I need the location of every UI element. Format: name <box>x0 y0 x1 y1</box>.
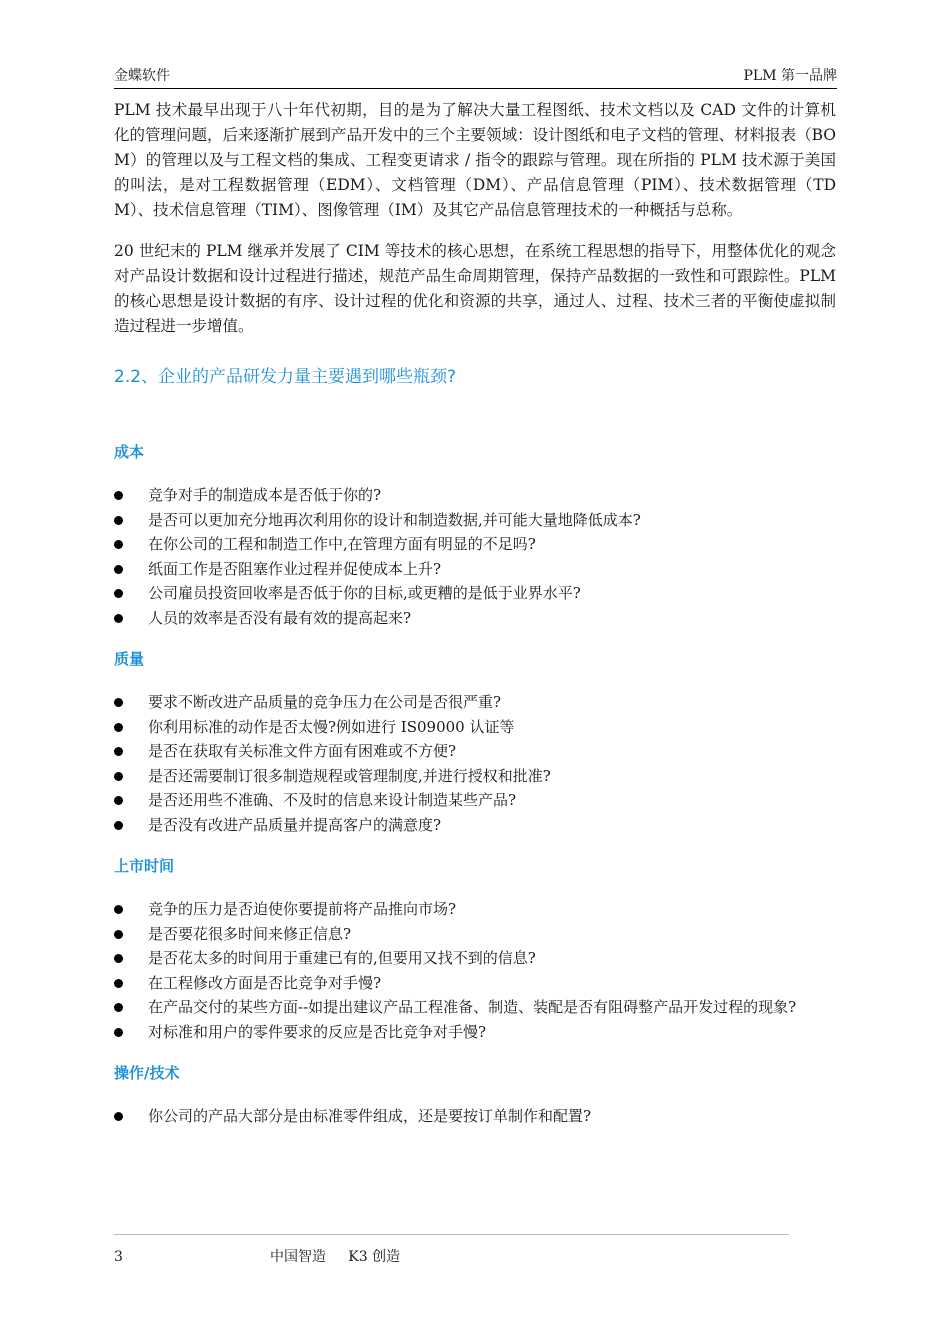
bullet-dot-icon <box>114 954 123 963</box>
list-item <box>114 1104 836 1129</box>
list-item <box>114 483 836 508</box>
bullet-dot-icon <box>114 614 123 623</box>
group-heading: 操作/技术 <box>114 1064 180 1082</box>
list-item-text: 纸面工作是否阻塞作业过程并促使成本上升? <box>148 559 442 578</box>
list-item-text: 公司雇员投资回收率是否低于你的目标,或更糟的是低于业界水平? <box>148 584 581 602</box>
list-item <box>114 946 836 971</box>
list-item-text: 竞争对手的制造成本是否低于你的? <box>148 486 382 504</box>
list-item <box>114 995 836 1020</box>
bullet-dot-icon <box>114 979 123 988</box>
page-number: 3 <box>114 1249 123 1265</box>
bullet-dot-icon <box>114 821 123 830</box>
bullet-dot-icon <box>114 1112 123 1121</box>
bullet-dot-icon <box>114 589 123 598</box>
bullet-list <box>114 897 836 1044</box>
bullet-dot-icon <box>114 723 123 732</box>
list-item <box>114 922 836 947</box>
bullet-dot-icon <box>114 1003 123 1012</box>
list-item-text: 是否还用些不准确、不及时的信息来设计制造某些产品? <box>148 791 517 809</box>
list-item-text: 你利用标准的动作是否太慢?例如进行 IS09000 认证等 <box>148 717 515 736</box>
list-item <box>114 715 836 740</box>
group-heading: 质量 <box>114 650 145 668</box>
list-item-text: 是否要花很多时间来修正信息? <box>148 924 352 943</box>
bullet-list <box>114 1104 836 1129</box>
list-item <box>114 532 836 557</box>
list-item <box>114 788 836 813</box>
header-brand: PLM 第一品牌 <box>743 68 837 84</box>
list-item-text: 是否花太多的时间用于重建已有的,但要用又找不到的信息? <box>148 949 536 967</box>
section-title: 2.2、企业的产品研发力量主要遇到哪些瓶颈? <box>114 367 457 387</box>
bullet-dot-icon <box>114 930 123 939</box>
bottleneck-groups <box>114 441 836 1129</box>
footer-slogan: 中国智造 K3 创造 <box>270 1249 401 1265</box>
list-item-text: 要求不断改进产品质量的竞争压力在公司是否很严重? <box>148 693 502 711</box>
page-content <box>114 98 836 1129</box>
intro-paragraph-1: PLM 技术最早出现于八十年代初期，目的是为了解决大量工程图纸、技术文档以及 CAD 文件的计算机化的管理问题，后来逐渐扩展到产品开发中的三个主要领域：设计图纸和电子文档的管理、材料报表（BOM）的管理以及与工程文档的集成、工程变更请求 / 指令的跟踪与管理。现在所指的 PLM 技术源于美国的叫法，是对工程数据管理（EDM）、文档管理（DM）、产品信息管理（PIM）、技术数据管理（TDM）、技术信息管理（TIM）、图像管理（IM）及其它产品信息管理技术的一种概括与总称。 <box>114 101 836 219</box>
bullet-dot-icon <box>114 491 123 500</box>
list-item <box>114 690 836 715</box>
list-item <box>114 606 836 631</box>
bullet-list <box>114 483 836 630</box>
header-company: 金蝶软件 <box>114 68 170 84</box>
bullet-dot-icon <box>114 1028 123 1037</box>
list-item-text: 人员的效率是否没有最有效的提高起来? <box>148 608 412 627</box>
bullet-dot-icon <box>114 796 123 805</box>
group-heading: 上市时间 <box>114 857 175 875</box>
list-item <box>114 739 836 764</box>
list-item-text: 在产品交付的某些方面--如提出建议产品工程准备、制造、装配是否有阻碍整产品开发过程的现象? <box>148 998 797 1016</box>
list-item-text: 是否没有改进产品质量并提高客户的满意度? <box>148 815 442 834</box>
bullet-dot-icon <box>114 565 123 574</box>
list-item-text: 是否还需要制订很多制造规程或管理制度,并进行授权和批准? <box>148 766 551 785</box>
list-item-text: 是否可以更加充分地再次利用你的设计和制造数据,并可能大量地降低成本? <box>148 510 641 529</box>
list-item <box>114 1020 836 1045</box>
bullet-dot-icon <box>114 905 123 914</box>
bullet-dot-icon <box>114 516 123 525</box>
bullet-dot-icon <box>114 698 123 707</box>
list-item <box>114 508 836 533</box>
list-item-text: 在你公司的工程和制造工作中,在管理方面有明显的不足吗? <box>148 535 536 553</box>
list-item-text: 在工程修改方面是否比竞争对手慢? <box>148 973 382 992</box>
list-item <box>114 557 836 582</box>
bullet-dot-icon <box>114 772 123 781</box>
list-item-text: 对标准和用户的零件要求的反应是否比竞争对手慢? <box>148 1022 487 1041</box>
intro-paragraph-2: 20 世纪末的 PLM 继承并发展了 CIM 等技术的核心思想，在系统工程思想的指导下，用整体优化的观念对产品设计数据和设计过程进行描述，规范产品生命周期管理，保持产品数据的一致性和可跟踪性。PLM 的核心思想是设计数据的有序、设计过程的优化和资源的共享，通过人、过程、技术三者的平衡使虚拟制造过程进一步增值。 <box>114 242 836 335</box>
list-item <box>114 897 836 922</box>
footer-divider <box>114 1234 789 1235</box>
bullet-dot-icon <box>114 540 123 549</box>
bullet-dot-icon <box>114 747 123 756</box>
list-item-text: 竞争的压力是否迫使你要提前将产品推向市场? <box>148 900 457 918</box>
list-item <box>114 581 836 606</box>
page-header <box>114 66 837 89</box>
list-item-text: 你公司的产品大部分是由标准零件组成，还是要按订单制作和配置? <box>148 1107 592 1125</box>
list-item <box>114 813 836 838</box>
group-heading: 成本 <box>114 443 145 461</box>
list-item <box>114 764 836 789</box>
bullet-list <box>114 690 836 837</box>
list-item <box>114 971 836 996</box>
list-item-text: 是否在获取有关标准文件方面有困难或不方便? <box>148 742 457 760</box>
